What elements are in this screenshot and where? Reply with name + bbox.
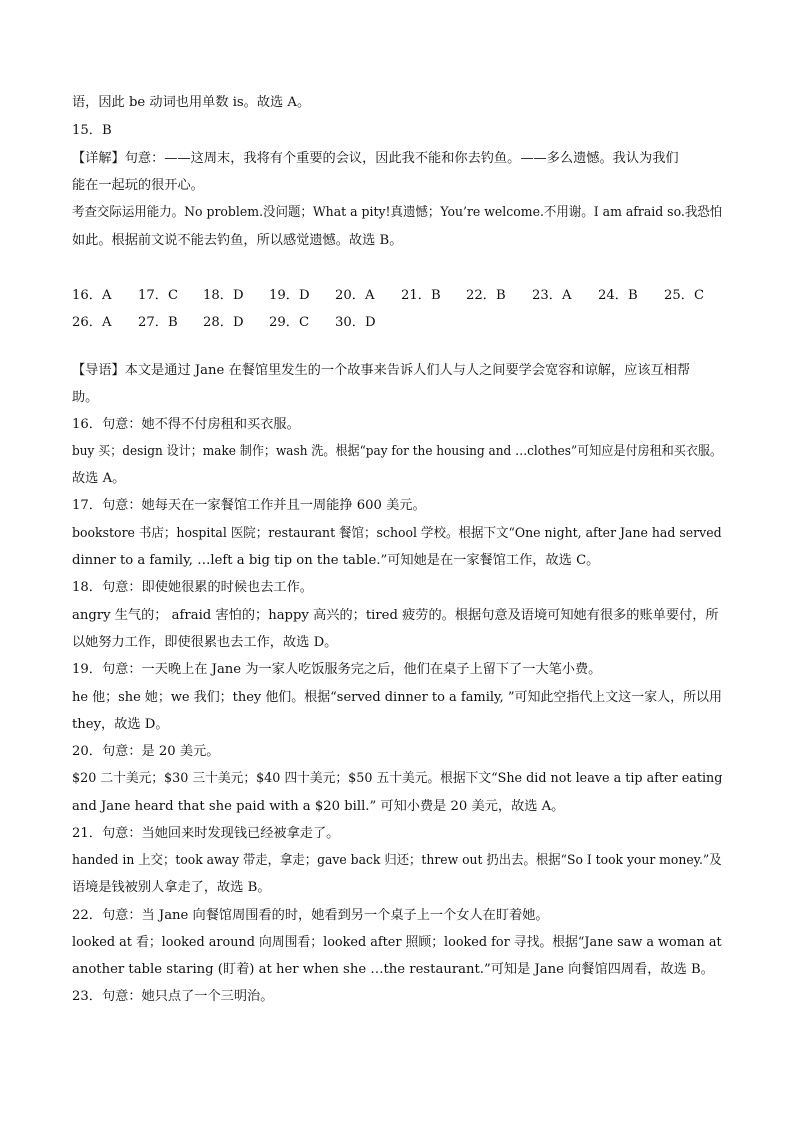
text-line: angry 生气的； afraid 害怕的；happy 高兴的；tired 疲劳的。根据句意及语境可知她有很多的账单要付，所 (72, 608, 719, 623)
text-line: another table staring (盯着) at her when she …the restaurant.”可知是 Jane 向餐馆四周看，故选 B。 (72, 962, 714, 977)
text-line: he 他；she 她；we 我们；they 他们。根据“served dinner to a family, ”可知此空指代上文这一家人，所以用 (72, 690, 722, 705)
text-line: 以她努力工作，即使很累也去工作，故选 D。 (72, 635, 338, 650)
text-line: 【详解】句意：——这周末，我将有个重要的会议，因此我不能和你去钓鱼。——多么遗憾。我认为我们 (72, 151, 679, 166)
text-line: 【导语】本文是通过 Jane 在餐馆里发生的一个故事来告诉人们人与人之间要学会宽容和谅解，应该互相帮 (72, 363, 691, 378)
answer-item: 24．B (598, 288, 638, 303)
answer-item: 27．B (138, 315, 178, 330)
answer-item: 22．B (466, 288, 506, 303)
answer-item: 30．D (335, 315, 376, 330)
answer-item: 20．A (335, 288, 375, 303)
answer-item: 17．C (138, 288, 179, 303)
text-line: buy 买；design 设计；make 制作；wash 洗。根据“pay for the housing and …clothes”可知应是付房租和买衣服。 (72, 444, 723, 459)
text-line: 18．句意：即使她很累的时候也去工作。 (72, 580, 313, 595)
answer-item: 21．B (401, 288, 441, 303)
text-line: 故选 A。 (72, 471, 126, 486)
answer-item: 18．D (203, 288, 244, 303)
text-line: 16．句意：她不得不付房租和买衣服。 (72, 417, 300, 432)
text-line: 19．句意：一天晚上在 Jane 为一家人吃饭服务完之后，他们在桌子上留下了一大笔小费。 (72, 662, 602, 677)
text-line: 23．句意：她只点了一个三明治。 (72, 989, 274, 1004)
text-line: 语，因此 be 动词也用单数 is。故选 A。 (72, 95, 311, 110)
text-line: 21．句意：当她回来时发现钱已经被拿走了。 (72, 826, 340, 841)
answer-item: 29．C (269, 315, 310, 330)
answer-item: 28．D (203, 315, 244, 330)
answer-item: 16．A (72, 288, 112, 303)
text-line: handed in 上交；took away 带走，拿走；gave back 归还；threw out 扔出去。根据“So I took your money.”及 (72, 853, 722, 868)
text-line: and Jane heard that she paid with a $20 bill.” 可知小费是 20 美元，故选 A。 (72, 799, 565, 814)
answer-item: 23．A (532, 288, 572, 303)
answer-item: 25．C (664, 288, 705, 303)
text-line: 考查交际运用能力。No problem.没问题；What a pity!真遗憾；You’re welcome.不用谢。I am afraid so.我恐怕 (72, 205, 723, 220)
text-line: $20 二十美元；$30 三十美元；$40 四十美元；$50 五十美元。根据下文“She did not leave a tip after eating (72, 771, 723, 786)
text-line: 助。 (72, 390, 99, 405)
answer-item: 19．D (269, 288, 310, 303)
answer-15: 15．B (72, 123, 112, 138)
text-line: bookstore 书店；hospital 医院；restaurant 餐馆；school 学校。根据下文“One night, after Jane had served (72, 526, 722, 541)
text-line: 22．句意：当 Jane 向餐馆周围看的时，她看到另一个桌子上一个女人在盯着她。 (72, 908, 549, 923)
text-line: they，故选 D。 (72, 717, 169, 732)
text-line: 如此。根据前文说不能去钓鱼，所以感觉遗憾。故选 B。 (72, 233, 403, 248)
text-line: 20．句意：是 20 美元。 (72, 744, 220, 759)
text-line: looked at 看；looked around 向周围看；looked after 照顾；looked for 寻找。根据“Jane saw a woman at (72, 935, 722, 950)
text-line: 能在一起玩的很开心。 (72, 178, 204, 193)
text-line: 语境是钱被别人拿走了，故选 B。 (72, 880, 271, 895)
text-line: 17．句意：她每天在一家餐馆工作并且一周能挣 600 美元。 (72, 498, 426, 513)
answer-item: 26．A (72, 315, 112, 330)
text-line: dinner to a family, …left a big tip on the table.”可知她是在一家餐馆工作，故选 C。 (72, 553, 600, 568)
